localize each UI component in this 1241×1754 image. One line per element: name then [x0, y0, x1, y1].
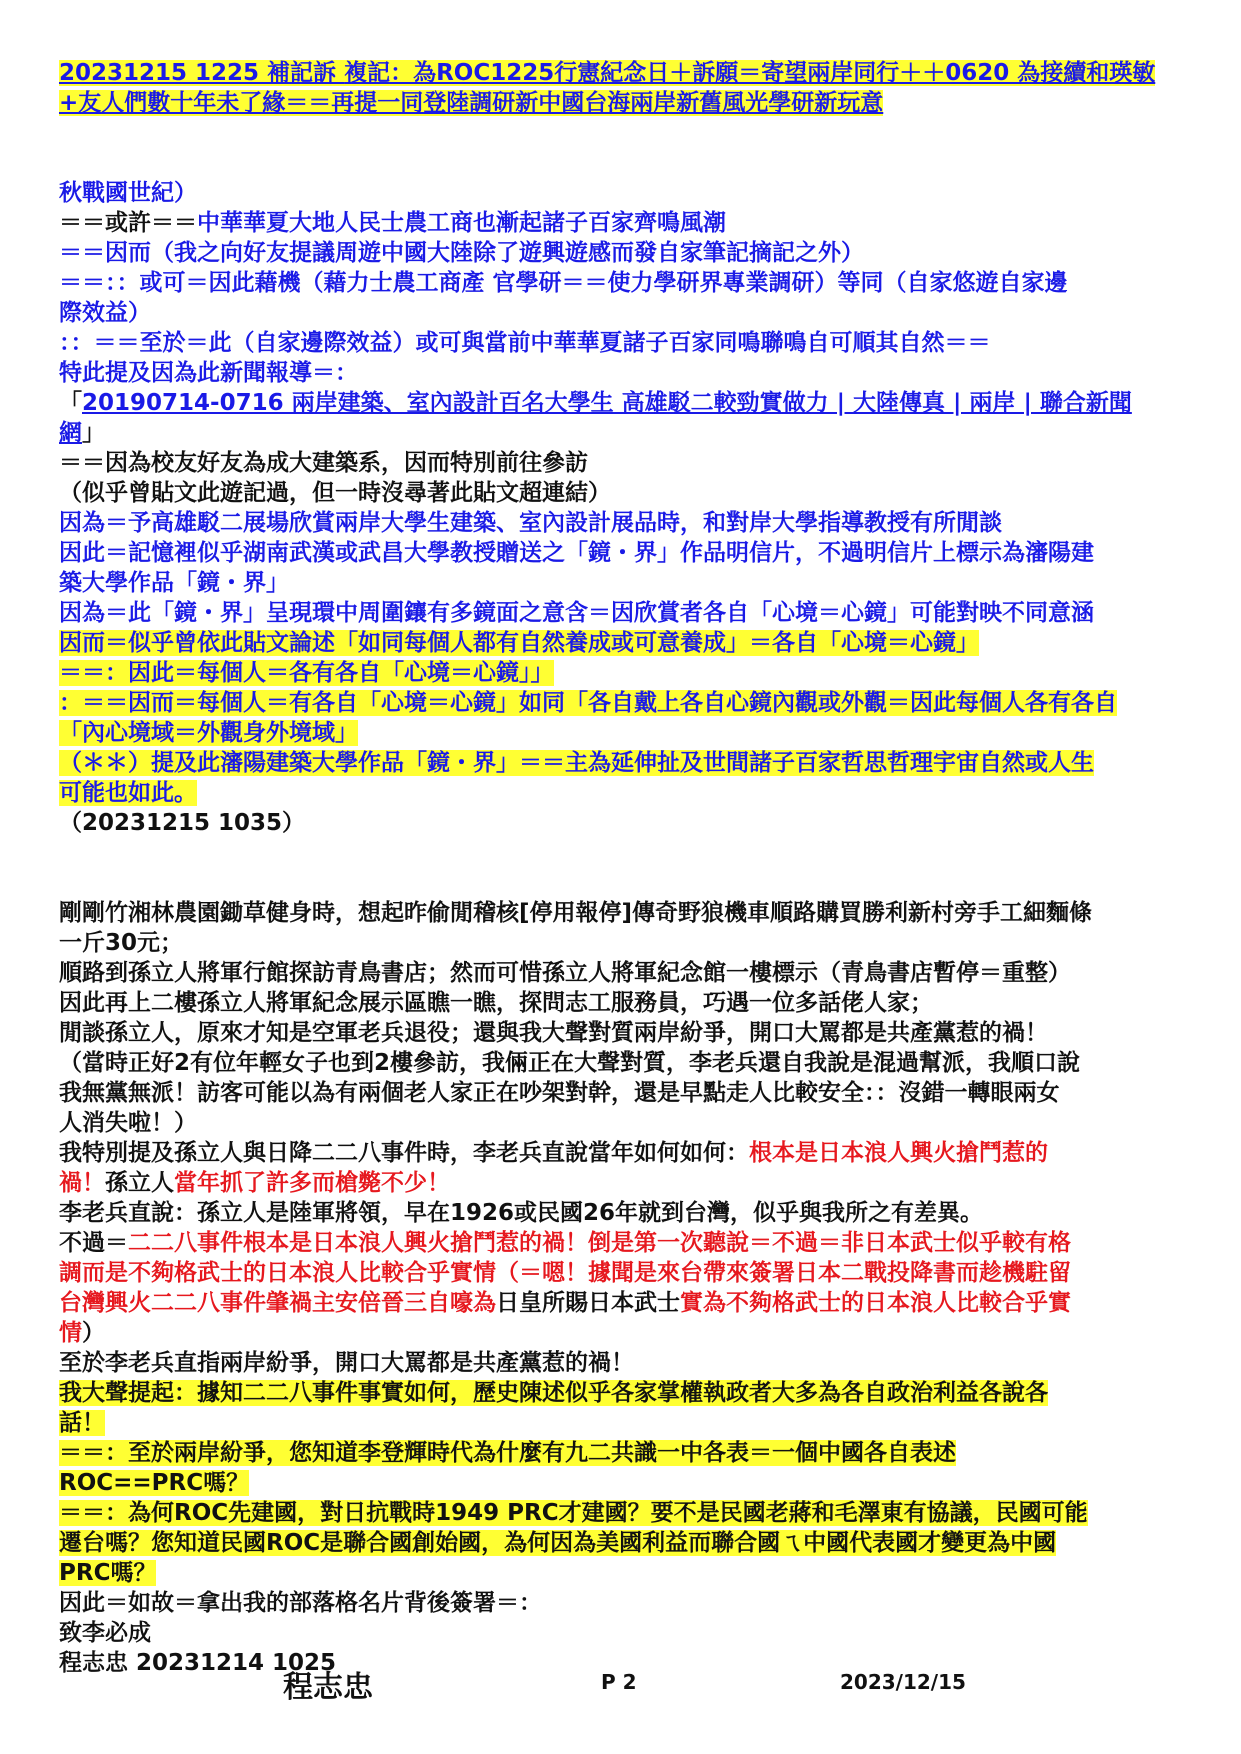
s1-line: ＝＝因為校友好友為成大建築系，因而特別前往參訪	[59, 450, 588, 476]
news-article-link[interactable]: 20190714-0716 兩岸建築、室內設計百名大學生 高雄駁二較勁實做力 | 大陸傳真 | 兩岸 | 聯合新聞	[82, 390, 1132, 416]
page-footer	[0, 1662, 1241, 1705]
s1-line: 因為＝此「鏡・界」呈現環中周圍鑲有多鏡面之意含＝因欣賞者各自「心境＝心鏡」可能對映不同意涵	[59, 600, 1094, 626]
s2-line: 台灣興火二二八事件肇禍主安倍晉三自嚎為日皇所賜日本武士實為不夠格武士的日本浪人比較合乎實	[59, 1290, 1071, 1316]
spacer	[59, 118, 1189, 178]
s2-highlight-line: ＝＝：為何ROC先建國，對日抗戰時1949 PRC才建國？要不是民國老蔣和毛澤東有協議，民國可能	[59, 1500, 1088, 1526]
s2-line: 我特別提及孫立人與日降二二八事件時，李老兵直說當年如何如何：根本是日本浪人興火搶鬥惹的	[59, 1140, 1048, 1166]
s1-timestamp: （20231215 1035）	[59, 810, 306, 836]
s1-line: 因為＝予高雄駁二展場欣賞兩岸大學生建築、室內設計展品時，和對岸大學指導教授有所閒談	[59, 510, 1002, 536]
s2-highlight-line: 我大聲提起：據知二二八事件事實如何，歷史陳述似乎各家掌權執政者大多為各自政治利益各說各	[59, 1380, 1048, 1406]
news-link-line: 「20190714-0716 兩岸建築、室內設計百名大學生 高雄駁二較勁實做力 | 大陸傳真 | 兩岸 | 聯合新聞	[59, 390, 1132, 416]
s1-line: ＝＝：：或可＝因此藉機（藉力士農工商產 官學研＝＝使力學研界專業調研）等同（自家悠遊自家邊	[59, 270, 1068, 296]
s1-highlight-line: 「內心境域＝外觀身外境域」	[59, 720, 358, 746]
s1-line: 因此＝記憶裡似乎湖南武漢或武昌大學教授贈送之「鏡・界」作品明信片，不過明信片上標示為瀋陽建	[59, 540, 1094, 566]
s2-line: 致李必成	[59, 1620, 151, 1646]
s1-line: ：：＝＝至於＝此（自家邊際效益）或可與當前中華華夏諸子百家同鳴聯鳴自可順其自然＝＝	[59, 330, 991, 356]
s1-line: 特此提及因為此新聞報導＝：	[59, 360, 358, 386]
s2-line: 因此＝如故＝拿出我的部落格名片背後簽署＝：	[59, 1590, 542, 1616]
s1-line: 築大學作品「鏡・界」	[59, 570, 289, 596]
s2-line: 順路到孫立人將軍行館探訪青鳥書店；然而可惜孫立人將軍紀念館一樓標示（青鳥書店暫停＝重整）	[59, 960, 1071, 986]
s2-line: 至於李老兵直指兩岸紛爭，開口大罵都是共產黨惹的禍！	[59, 1350, 634, 1376]
s2-highlight-line: 話！	[59, 1410, 105, 1436]
s2-line: 人消失啦！）	[59, 1110, 197, 1136]
s2-highlight-line: PRC嗎？	[59, 1560, 157, 1586]
s1-highlight-line: 因而＝似乎曾依此貼文論述「如同每個人都有自然養成或可意養成」＝各自「心境＝心鏡」	[59, 630, 979, 656]
s2-line: 情）	[59, 1320, 105, 1346]
s1-highlight-line: （＊＊）提及此瀋陽建築大學作品「鏡・界」＝＝主為延伸扯及世間諸子百家哲思哲理宇宙自然或人生	[59, 750, 1094, 776]
s1-highlight-line: ：＝＝因而＝每個人＝有各自「心境＝心鏡」如同「各自戴上各自心鏡內觀或外觀＝因此每個人各有各自	[59, 690, 1117, 716]
s2-line: 我無黨無派！訪客可能以為有兩個老人家正在吵架對幹，還是早點走人比較安全：：沒錯一轉眼兩女	[59, 1080, 1060, 1106]
s2-line: 剛剛竹湘林農園鋤草健身時，想起昨偷閒稽核[停用報停]傳奇野狼機車順路購買勝利新村旁手工細麵條	[59, 900, 1093, 926]
s1-line: ＝＝或許＝＝中華華夏大地人民士農工商也漸起諸子百家齊鳴風潮	[59, 210, 726, 236]
footer-author: 程志忠	[283, 1670, 373, 1705]
s2-line: 一斤30元；	[59, 930, 184, 956]
document-body	[59, 58, 1189, 1678]
s1-line: 秋戰國世紀）	[59, 180, 197, 206]
news-article-link-cont[interactable]: 網	[59, 420, 82, 446]
s2-line: 因此再上二樓孫立人將軍紀念展示區瞧一瞧，探問志工服務員，巧遇一位多話佬人家；	[59, 990, 933, 1016]
s2-highlight-line: 遷台嗎？您知道民國ROC是聯合國創始國，為何因為美國利益而聯合國ㄟ中國代表國才變更為中國	[59, 1530, 1057, 1556]
s2-line: 不過＝二二八事件根本是日本浪人興火搶鬥惹的禍！倒是第一次聽說＝不過＝非日本武士似乎較有格	[59, 1230, 1071, 1256]
footer-page-number: P 2	[601, 1670, 637, 1694]
s2-line: （當時正好2有位年輕女子也到2樓參訪，我倆正在大聲對質，李老兵還自我說是混過幫派，我順口說	[59, 1050, 1081, 1076]
s1-highlight-line: ＝＝：因此＝每個人＝各有各自「心境＝心鏡」」	[59, 660, 554, 686]
s1-line: ＝＝因而（我之向好友提議周遊中國大陸除了遊興遊感而發自家筆記摘記之外）	[59, 240, 864, 266]
s2-line: 禍！孫立人當年抓了許多而槍斃不少！	[59, 1170, 450, 1196]
s2-line: 調而是不夠格武士的日本浪人比較合乎實情（＝嗯！據聞是來台帶來簽署日本二戰投降書而趁機駐留	[59, 1260, 1071, 1286]
spacer	[59, 838, 1189, 898]
s2-highlight-line: ROC==PRC嗎？	[59, 1470, 250, 1496]
s1-line: 際效益）	[59, 300, 151, 326]
s2-highlight-line: ＝＝：至於兩岸紛爭，您知道李登輝時代為什麼有九二共識一中各表＝一個中國各自表述	[59, 1440, 956, 1466]
header-title-link-cont[interactable]: +友人們數十年未了緣＝＝再提一同登陸調研新中國台海兩岸新舊風光學研新玩意	[59, 90, 884, 116]
header-line-2	[59, 88, 1189, 118]
s1-highlight-line: 可能也如此。	[59, 780, 197, 806]
header-date-link[interactable]: 20231215 1225 補記訴	[59, 60, 345, 86]
s2-signature: 程志忠 20231214 1025	[59, 1650, 337, 1676]
s1-line: （似乎曾貼文此遊記過，但一時沒尋著此貼文超連結）	[59, 480, 611, 506]
footer-date: 2023/12/15	[840, 1670, 966, 1694]
s2-line: 閒談孫立人，原來才知是空軍老兵退役；還與我大聲對質兩岸紛爭，開口大罵都是共產黨惹的禍！	[59, 1020, 1048, 1046]
header-title-link[interactable]: 複記：為ROC1225行憲紀念日＋訴願＝寄望兩岸同行＋＋0620 為接續和瑛敏	[344, 60, 1156, 86]
news-link-line: 網」	[59, 420, 105, 446]
header-line-1	[59, 58, 1189, 88]
s2-line: 李老兵直說：孫立人是陸軍將領，早在1926或民國26年就到台灣，似乎與我所之有差異。	[59, 1200, 984, 1226]
